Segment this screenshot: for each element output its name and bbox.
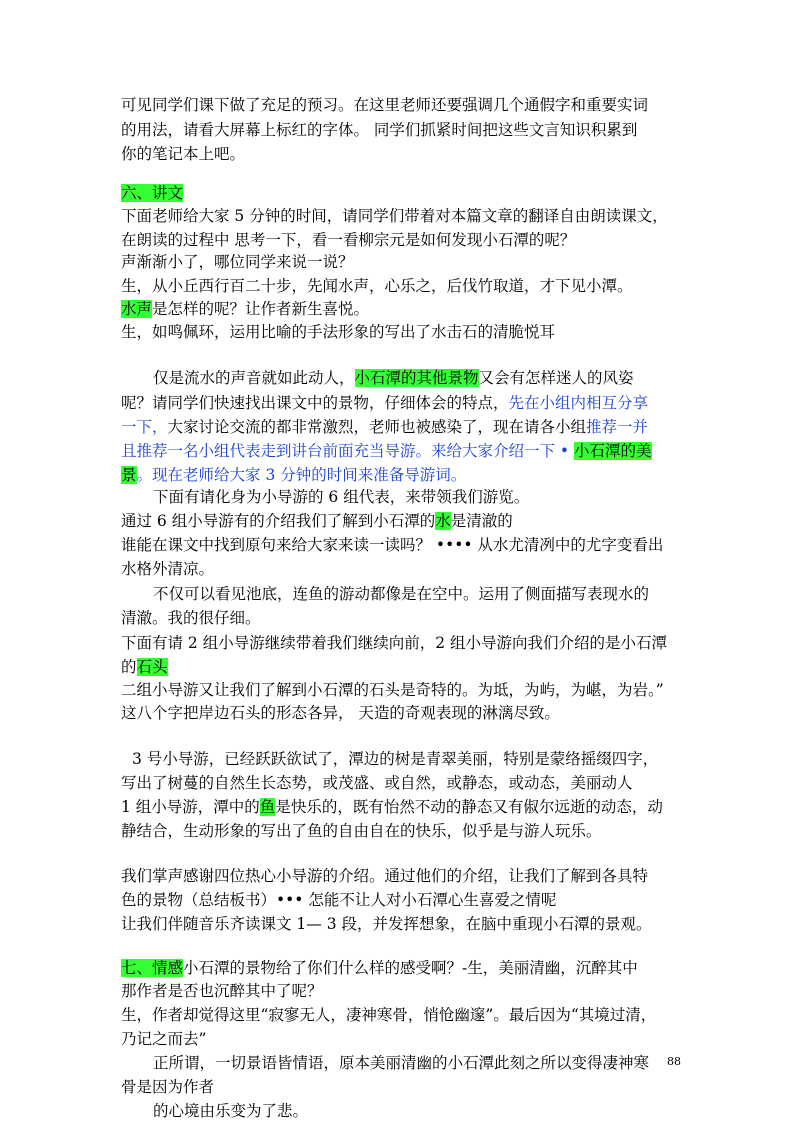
text-line: 让我们伴随音乐齐读课文 1— 3 段，并发挥想象，在脑中重现小石潭的景观。	[121, 915, 652, 933]
text-line	[121, 298, 369, 320]
text-span: 是快乐的，既有怡然不动的静态又有俶尔远逝的动态，动	[275, 798, 663, 816]
text-line: 这八个字把岸边石头的形态各异， 天造的奇观表现的淋漓尽致。	[121, 704, 560, 722]
text-line	[121, 440, 652, 462]
text-line	[121, 796, 663, 818]
highlight: 六、讲文	[121, 184, 184, 202]
text-span: 大家讨论交流的都非常激烈，老师也被感染了，现在请各小组	[167, 418, 587, 436]
text-line: 生，如鸣佩环，运用比喻的手法形象的写出了水击石的清脆悦耳	[121, 323, 556, 341]
text-span: 1 组小导游，潭中的	[121, 798, 260, 816]
blue-text: 推荐一并	[586, 418, 649, 436]
text-line: 的用法，请看大屏幕上标红的字体。 同学们抓紧时间把这些文言知识积累到	[121, 121, 638, 139]
text-line: 的心境由乐变为了悲。	[153, 1102, 309, 1120]
text-line	[121, 392, 648, 414]
text-line: 你的笔记本上吧。	[121, 145, 246, 163]
text-span: 又会有怎样迷人的风姿	[478, 369, 634, 387]
highlight: 七、情感	[121, 959, 184, 977]
text-line	[121, 510, 513, 532]
text-line: 色的景物（总结板书）••• 怎能不让人对小石潭心生喜爱之情呢	[121, 891, 557, 909]
text-span: 的	[121, 658, 137, 676]
text-line: 那作者是否也沉醉其中了呢？	[121, 982, 323, 1000]
text-line	[153, 367, 634, 389]
text-line: 不仅可以看见池底，连鱼的游动都像是在空中。运用了侧面描写表现水的	[153, 585, 650, 603]
highlight: 水声	[121, 300, 153, 318]
highlight: 小石潭的其他景物	[354, 369, 479, 387]
text-line: 水格外清凉。	[121, 560, 215, 578]
highlight: 石头	[136, 658, 168, 676]
text-line: 生，从小丘西行百二十步，先闻水声，心乐之，后伐竹取道，才下见小潭。	[121, 277, 633, 295]
text-line: 声渐渐小了，哪位同学来说一说？	[121, 253, 354, 271]
text-span: 通过 6 组小导游有的介绍我们了解到小石潭的	[121, 512, 436, 530]
text-line: 可见同学们课下做了充足的预习。在这里老师还要强调几个通假字和重要实词	[121, 96, 649, 114]
blue-text: 一下，	[121, 418, 168, 436]
text-line: 谁能在课文中找到原句来给大家来读一读吗？ •••• 从水尤清冽中的尤字变看出	[121, 536, 664, 554]
blue-text: 且推荐一名小组代表走到讲台前面充当导游。来给大家介绍一下 •	[121, 442, 574, 460]
highlight: 小石潭的美	[574, 442, 652, 460]
text-line: 下面老师给大家 5 分钟的时间，请同学们带着对本篇文章的翻译自由朗读课文，	[121, 207, 668, 225]
text-span: 是清澈的	[450, 512, 513, 530]
text-line	[121, 464, 466, 486]
text-line	[121, 656, 168, 678]
text-span: 是怎样的呢？让作者新生喜悦。	[152, 300, 370, 318]
text-line: 骨是因为作者	[121, 1078, 215, 1096]
text-line: 生，作者却觉得这里“寂寥无人，凄神寒骨，悄怆幽邃”。最后因为“其境过清，	[121, 1006, 657, 1024]
text-line: 写出了树蔓的自然生长态势，或茂盛、或自然，或静态，或动态，美丽动人	[121, 774, 633, 792]
highlight: 水	[435, 512, 451, 530]
text-line: 下面有请 2 组小导游继续带着我们继续向前，2 组小导游向我们介绍的是小石潭	[121, 634, 668, 652]
text-span: 小石潭的景物给了你们什么样的感受啊？-生，美丽清幽，沉醉其中	[183, 959, 638, 977]
blue-text: 。现在老师给大家 3 分钟的时间来准备导游词。	[136, 466, 467, 484]
text-line: 乃记之而去”	[121, 1030, 207, 1048]
highlight: 景	[121, 466, 137, 484]
text-line: 正所谓，一切景语皆情语，原本美丽清幽的小石潭此刻之所以变得凄神寒	[153, 1054, 650, 1072]
text-line: 我们掌声感谢四位热心小导游的介绍。通过他们的介绍，让我们了解到各具特	[121, 867, 649, 885]
text-span: 呢？请同学们快速找出课文中的景物，仔细体会的特点，	[121, 394, 509, 412]
text-span: 仅是流水的声音就如此动人，	[153, 369, 355, 387]
highlight: 鱼	[259, 798, 276, 816]
text-line: 在朗读的过程中 思考一下，看一看柳宗元是如何发现小石潭的呢？	[121, 231, 576, 249]
section-heading-7	[121, 957, 638, 979]
blue-text: 先在小组内相互分享	[508, 394, 649, 412]
text-line: 二组小导游又让我们了解到小石潭的石头是奇特的。为坻，为屿，为嵁，为岩。”	[121, 681, 664, 699]
text-line: 静结合，生动形象的写出了鱼的自由自在的快乐，似乎是与游人玩乐。	[121, 822, 602, 840]
text-line	[121, 416, 648, 438]
text-line: 3 号小导游，已经跃跃欲试了，潭边的树是青翠美丽，特别是蒙络摇缀四字，	[132, 750, 659, 768]
page-number: 88	[667, 1055, 681, 1068]
section-heading-6	[121, 182, 183, 204]
text-line: 下面有请化身为小导游的 6 组代表，来带领我们游览。	[153, 488, 530, 506]
text-line: 清澈。我的很仔细。	[121, 609, 261, 627]
